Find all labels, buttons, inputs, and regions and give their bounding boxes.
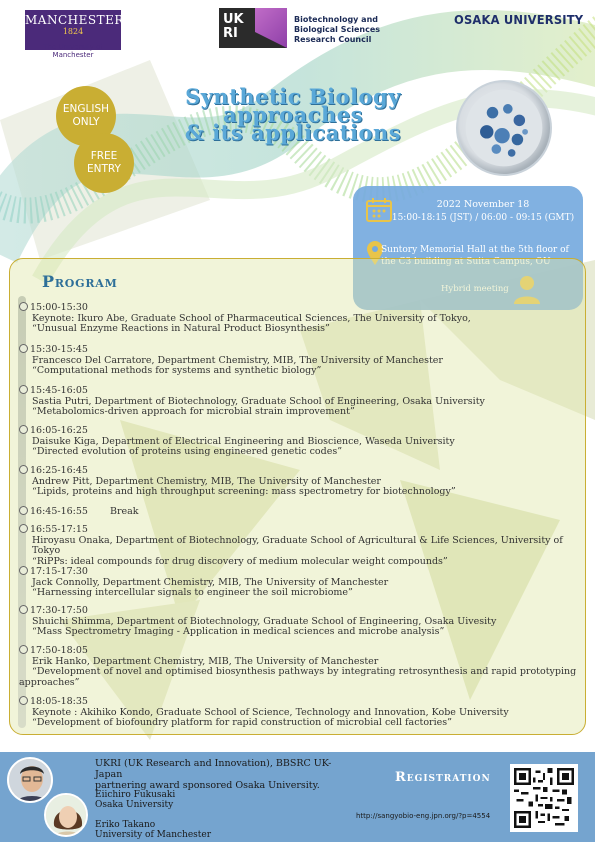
session-item xyxy=(19,465,589,498)
bullet-icon xyxy=(19,645,28,654)
bullet-icon xyxy=(19,506,28,515)
session-item xyxy=(19,302,589,335)
poster-title xyxy=(128,84,458,145)
session-time: 16:05-16:25 xyxy=(30,425,88,436)
session-time: 16:45-16:55 xyxy=(30,506,88,517)
title-line: Synthetic Biology xyxy=(185,84,401,109)
session-speaker: Jack Connolly, Department Chemistry, MIB, The University of Manchester xyxy=(32,576,389,588)
osaka-university-name: OSAKA UNIVERSITY xyxy=(454,11,584,27)
ukri-logo xyxy=(219,8,287,48)
manchester-name: MANCHESTER xyxy=(25,13,124,27)
session-item xyxy=(19,425,589,458)
contact-person xyxy=(95,790,175,810)
session-talk: “Lipids, proteins and high throughput screening: mass spectrometry for biotechnology” xyxy=(32,486,456,497)
sponsor-line: UKRI (UK Research and Innovation), BBSRC UK-Japan xyxy=(95,758,332,780)
avatar xyxy=(7,757,53,803)
session-time: 17:15-17:30 xyxy=(30,566,88,577)
registration-qr-code[interactable] xyxy=(510,764,578,832)
ukri-triangle-icon xyxy=(255,8,287,48)
bullet-icon xyxy=(19,465,28,474)
contact-name: Eriko Takano xyxy=(95,820,156,830)
ukri-mark-text: UK RI xyxy=(223,12,244,41)
session-speaker: Daisuke Kiga, Department of Electrical Engineering and Bioscience, Waseda University xyxy=(32,435,455,447)
badge-line: ONLY xyxy=(72,116,100,128)
sponsor-line: partnering award sponsored Osaka University. xyxy=(95,780,320,791)
session-item xyxy=(19,645,589,688)
session-time: 16:55-17:15 xyxy=(30,524,88,535)
badge-line: FREE xyxy=(90,150,118,162)
title-line: & its applications xyxy=(184,120,402,145)
manchester-year: 1824 xyxy=(62,27,84,36)
session-item xyxy=(19,605,589,638)
venue-line: the C3 building at Suita Campus, OU xyxy=(381,257,551,267)
title-line: approaches xyxy=(223,102,363,127)
sponsor-statement xyxy=(95,758,355,791)
contact-name: Eiichiro Fukusaki xyxy=(95,790,176,800)
session-time: 15:30-15:45 xyxy=(30,344,88,355)
bullet-icon xyxy=(19,696,28,705)
session-time: 17:30-17:50 xyxy=(30,605,88,616)
session-talk: “Harnessing intercellular signals to engineer the soil microbiome” xyxy=(32,587,353,598)
session-talk: “Unusual Enzyme Reactions in Natural Product Biosynthesis” xyxy=(32,323,330,334)
contact-person xyxy=(95,820,211,840)
bullet-icon xyxy=(19,302,28,311)
bullet-icon xyxy=(19,385,28,394)
qr-code-icon xyxy=(514,768,574,828)
venue-line: Suntory Memorial Hall at the 5th floor of xyxy=(381,245,569,255)
free-entry-badge xyxy=(74,133,134,193)
session-speaker: Shuichi Shimma, Department of Biotechnology, Graduate School of Engineering, Osaka Uivesity xyxy=(32,615,497,627)
session-speaker: Keynote: Ikuro Abe, Graduate School of Pharmaceutical Sciences, The University of Tokyo, xyxy=(32,312,471,324)
session-speaker: Hiroyasu Onaka, Department of Biotechnology, Graduate School of Agricultural & Life Sciences, University of Tokyo xyxy=(32,534,563,556)
session-item xyxy=(19,385,589,418)
session-item xyxy=(19,524,589,567)
session-speaker: Erik Hanko, Department Chemistry, MIB, The University of Manchester xyxy=(32,655,379,667)
session-talk xyxy=(19,667,589,688)
session-item xyxy=(19,696,589,729)
program-heading: Program xyxy=(42,272,118,291)
bullet-icon xyxy=(19,524,28,533)
session-talk: “Directed evolution of proteins using engineered genetic codes” xyxy=(32,446,343,457)
bbsrc-name: Biotechnology and Biological Sciences Research Council xyxy=(294,15,381,44)
event-format: Hybrid meeting xyxy=(441,284,509,294)
session-time: 17:50-18:05 xyxy=(30,645,88,656)
badge-line: ENTRY xyxy=(87,163,121,175)
event-times: 15:00-18:15 (JST) / 06:00 - 09:15 (GMT) xyxy=(391,213,575,223)
bullet-icon xyxy=(19,566,28,575)
event-date: 2022 November 18 xyxy=(436,199,530,210)
osaka-university-logo xyxy=(450,9,585,29)
session-talk: “Development of biofoundry platform for rapid construction of microbial cell factories” xyxy=(32,717,452,728)
manchester-subtitle: The University of Manchester xyxy=(43,43,103,59)
session-talk: “Mass Spectrometry Imaging - Application in medical sciences and microbe analysis” xyxy=(32,626,445,637)
avatar xyxy=(44,793,88,837)
registration-heading: Registration xyxy=(395,770,491,785)
session-speaker: Andrew Pitt, Department Chemistry, MIB, The University of Manchester xyxy=(32,475,381,487)
session-talk: “Computational methods for systems and synthetic biology” xyxy=(32,365,322,376)
session-time: 18:05-18:35 xyxy=(30,696,88,707)
session-item-break xyxy=(19,506,589,518)
session-speaker: Francesco Del Carratore, Department Chemistry, MIB, The University of Manchester xyxy=(32,354,443,366)
registration-url[interactable]: http://sangyobio-eng.jpn.org/?p=4554 xyxy=(356,812,491,820)
bullet-icon xyxy=(19,605,28,614)
bullet-icon xyxy=(19,425,28,434)
contact-affiliation: Osaka University xyxy=(95,800,174,810)
session-item xyxy=(19,566,589,599)
bullet-icon xyxy=(19,344,28,353)
session-time: 15:00-15:30 xyxy=(30,302,88,313)
session-item xyxy=(19,344,589,377)
session-talk: “Metabolomics-driven approach for microbial strain improvement” xyxy=(32,406,355,417)
break-label: Break xyxy=(109,506,139,517)
session-time: 16:25-16:45 xyxy=(30,465,88,476)
contact-affiliation: University of Manchester xyxy=(95,830,212,840)
session-time: 15:45-16:05 xyxy=(30,385,88,396)
session-speaker: Sastia Putri, Department of Biotechnology, Graduate School of Engineering, Osaka University xyxy=(32,395,485,407)
session-talk: “RiPPs: ideal compounds for drug discovery of medium molecular weight compounds” xyxy=(32,555,448,567)
session-talk-text: “Development of novel and optimised biosynthesis pathways by integrating retrosynthesis and rapid prototyping approaches” xyxy=(19,666,577,688)
petri-dish-image xyxy=(456,80,552,176)
badge-line: ENGLISH xyxy=(62,103,110,115)
session-speaker: Keynote : Akihiko Kondo, Graduate School of Science, Technology and Innovation, Kobe University xyxy=(32,706,509,718)
